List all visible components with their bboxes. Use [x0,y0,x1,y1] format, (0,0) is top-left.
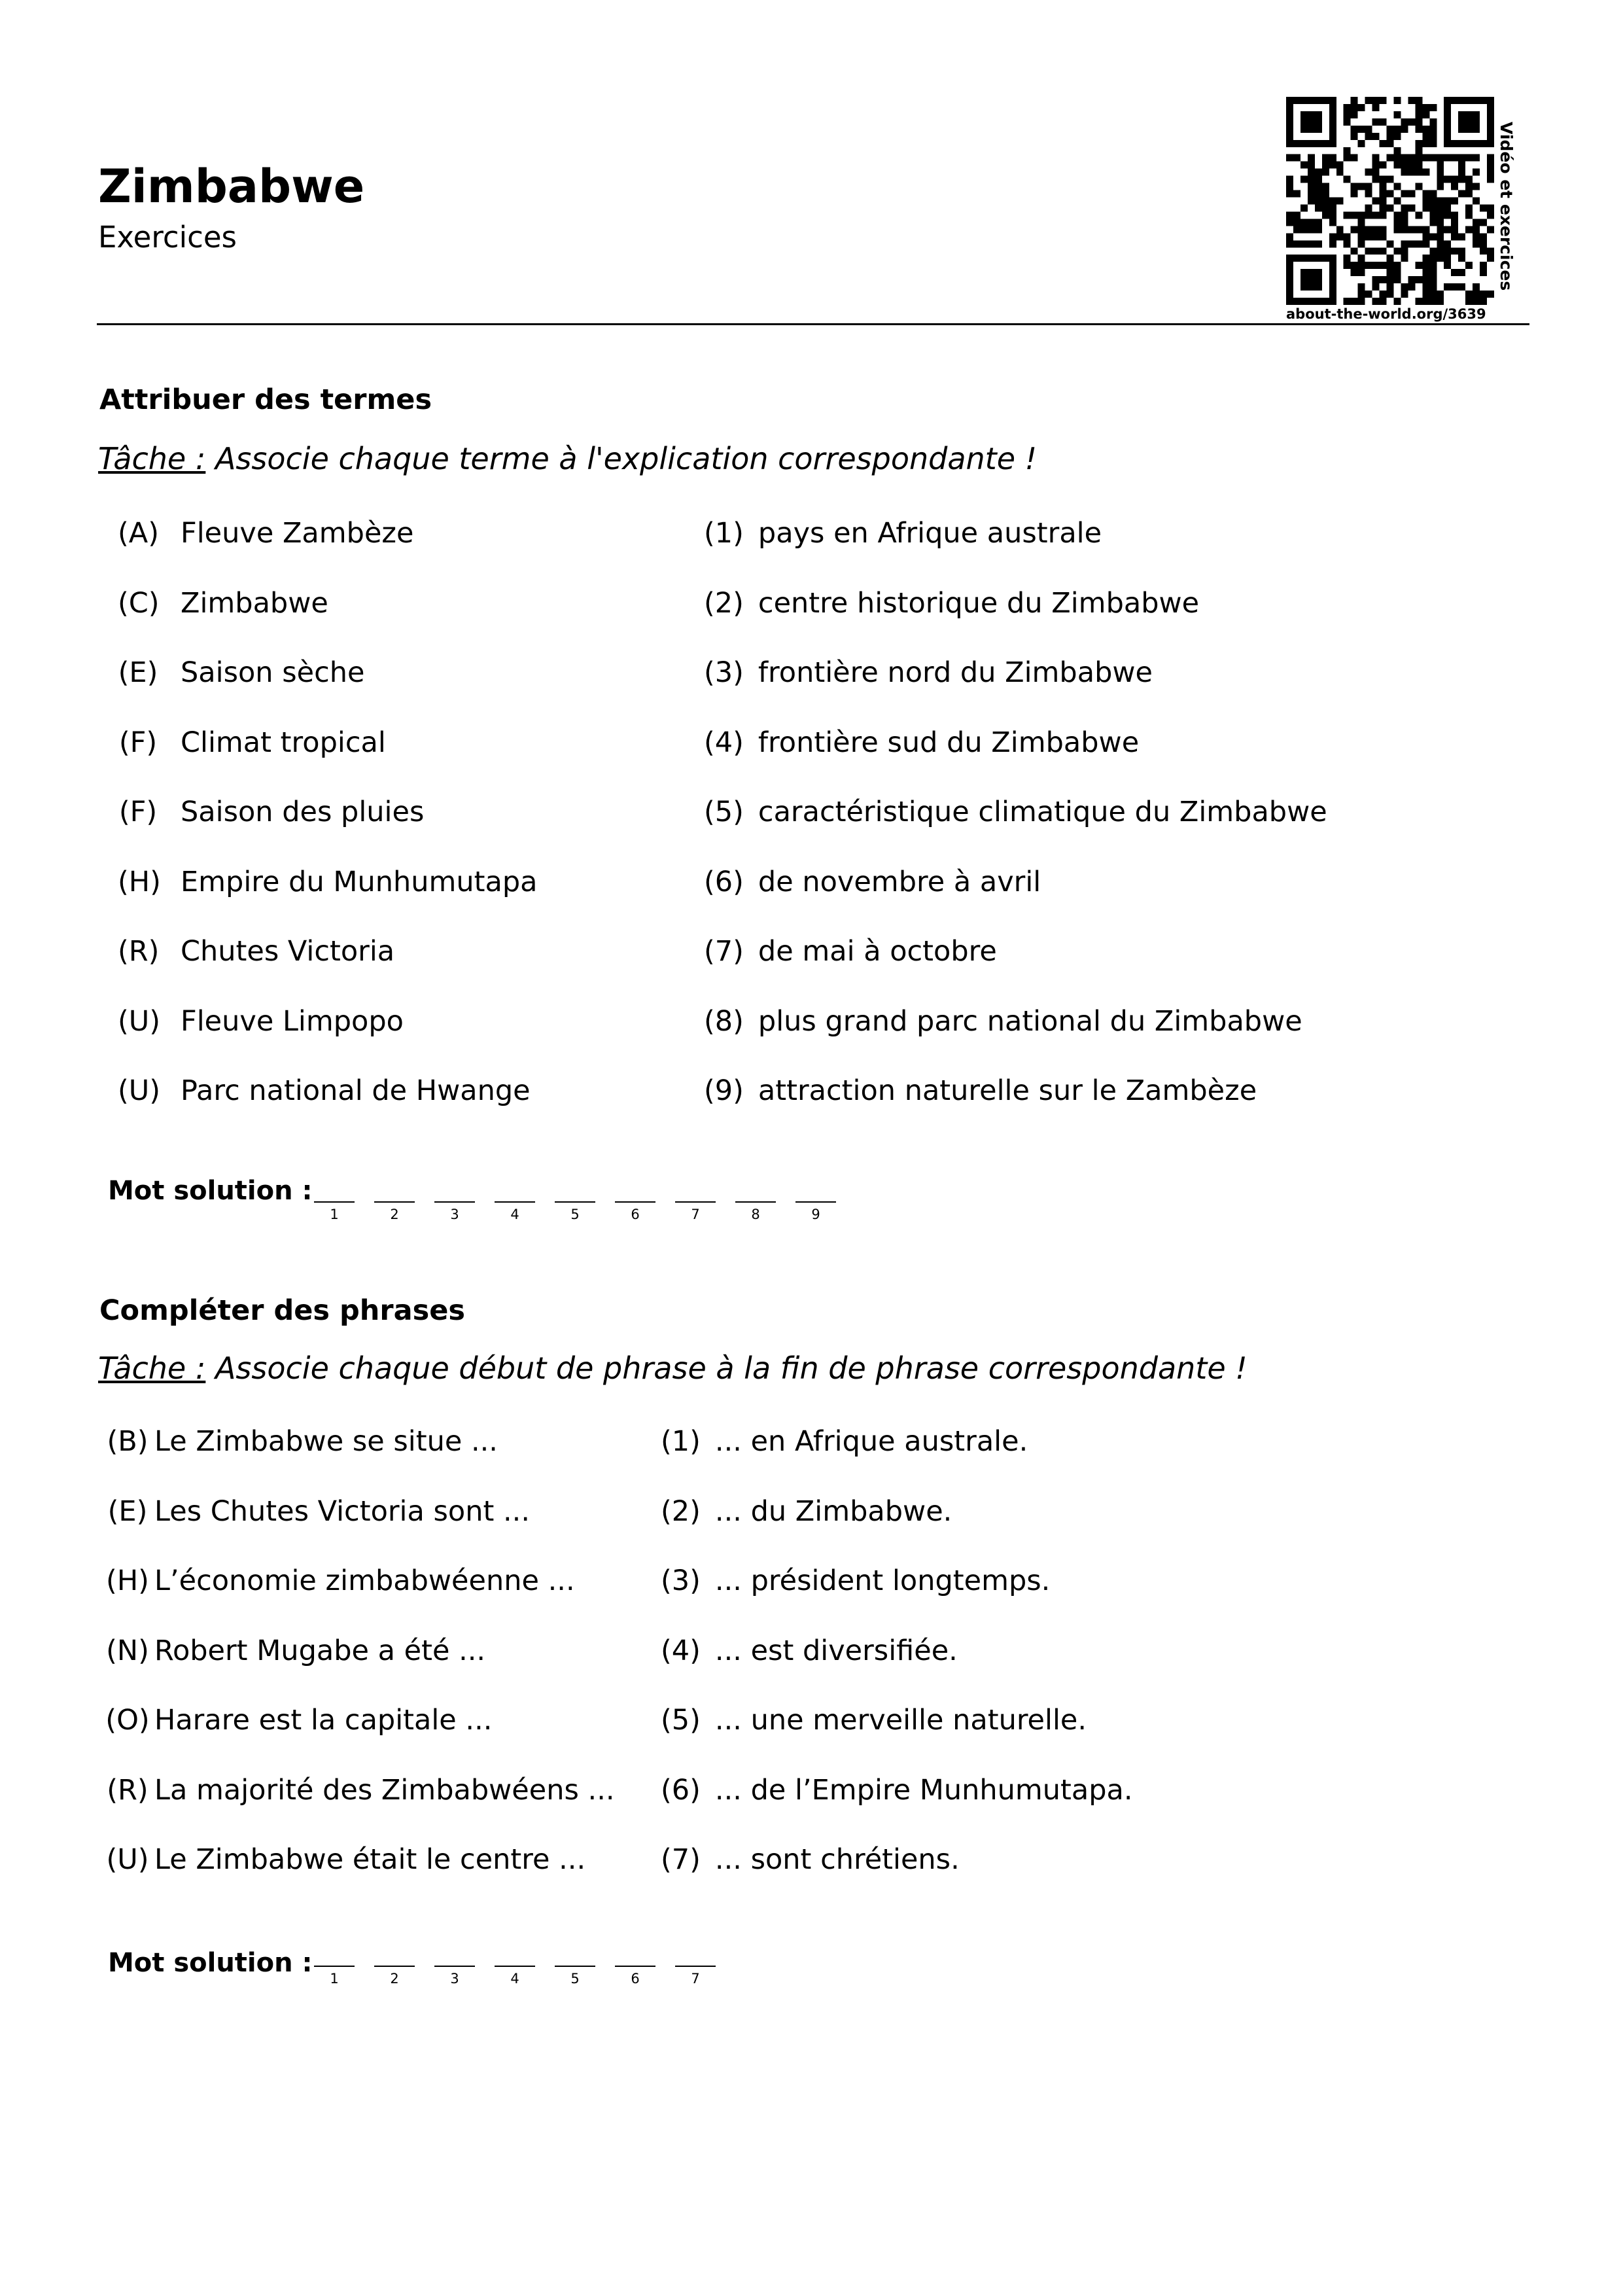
blank-line[interactable] [615,1966,655,1967]
definition-row [704,726,1140,759]
qr-code-icon[interactable] [1286,97,1494,305]
definition-text: ... est diversifiée. [714,1634,958,1667]
term-text: Fleuve Zambèze [181,517,414,550]
solution-blank[interactable] [615,1201,655,1222]
definition-row [704,865,1041,898]
term-row [118,726,386,759]
blank-number: 5 [570,1971,580,1987]
blank-line[interactable] [495,1201,535,1203]
blank-number: 6 [631,1971,640,1987]
solution-blank[interactable] [555,1201,595,1222]
term-text: Zimbabwe [181,586,328,620]
blank-number: 5 [570,1207,580,1222]
term-text: Les Chutes Victoria sont ... [154,1494,531,1528]
definition-number: (6) [661,1773,701,1807]
definition-row [661,1425,1028,1458]
term-row [105,1564,575,1597]
term-text: Fleuve Limpopo [181,1004,404,1038]
term-row [118,798,424,826]
term-text: La majorité des Zimbabwéens ... [154,1773,615,1807]
term-text: Harare est la capitale ... [154,1704,493,1737]
definition-row [661,1706,1087,1735]
definition-row [704,1074,1257,1107]
term-text: L’économie zimbabwéenne ... [154,1564,575,1597]
definition-number: (3) [661,1564,701,1597]
solution-blank[interactable] [314,1201,355,1222]
solution-blank[interactable] [495,1966,535,1986]
task-text: Associe chaque terme à l'explication correspondante ! [205,441,1038,476]
term-letter: (F) [118,726,158,759]
header-divider [97,323,1529,325]
term-letter: (F) [118,796,158,828]
solution-blank[interactable] [374,1201,415,1222]
term-row [118,517,414,550]
definition-text: ... en Afrique australe. [714,1425,1028,1458]
term-letter: (E) [107,1494,148,1528]
page-subtitle: Exercices [98,220,237,255]
solution-blank[interactable] [434,1966,475,1986]
definition-text: frontière sud du Zimbabwe [758,726,1140,759]
term-text: Le Zimbabwe se situe ... [154,1425,498,1458]
term-text: Robert Mugabe a été ... [154,1634,486,1667]
blank-line[interactable] [615,1201,655,1203]
term-letter: (R) [107,1773,148,1807]
blank-line[interactable] [434,1966,475,1967]
term-letter: (E) [118,656,158,689]
definition-row [661,1843,960,1876]
term-text: Saison sèche [181,656,365,689]
page-title: Zimbabwe [98,160,365,213]
term-letter: (H) [118,865,161,898]
definition-text: ... président longtemps. [714,1564,1051,1597]
blank-number: 7 [691,1971,700,1987]
blank-number: 4 [510,1207,519,1222]
definition-text: ... sont chrétiens. [714,1843,960,1876]
task-instruction [98,441,1038,476]
blank-line[interactable] [314,1201,355,1203]
term-row [118,656,365,689]
definition-text: caractéristique climatique du Zimbabwe [758,796,1327,828]
blank-line[interactable] [374,1201,415,1203]
definition-row [661,1494,952,1528]
solution-blank[interactable] [675,1201,716,1222]
task-instruction [98,1351,1248,1386]
definition-number: (4) [704,726,744,759]
blank-line[interactable] [675,1201,716,1203]
section-heading: Compléter des phrases [99,1294,465,1327]
definition-number: (2) [704,586,744,620]
blank-line[interactable] [735,1201,776,1203]
solution-label: Mot solution : [108,1176,313,1206]
solution-blank[interactable] [615,1966,655,1986]
definition-row [661,1564,1051,1597]
term-row [105,1843,586,1876]
term-row [105,1634,486,1667]
definition-text: frontière nord du Zimbabwe [758,656,1153,689]
term-letter: (B) [107,1425,148,1458]
definition-number: (5) [661,1704,701,1737]
term-row [118,1074,531,1107]
term-row [118,935,395,968]
term-text: Parc national de Hwange [181,1074,531,1107]
definition-number: (7) [704,935,744,968]
definition-number: (4) [661,1634,701,1667]
term-letter: (U) [106,1843,149,1876]
blank-number: 4 [510,1971,519,1987]
definition-number: (1) [661,1425,701,1458]
term-letter: (U) [118,1004,161,1038]
blank-number: 3 [450,1207,459,1222]
blank-number: 6 [631,1207,640,1222]
blank-number: 9 [811,1207,820,1222]
blank-line[interactable] [795,1201,836,1203]
solution-blank[interactable] [434,1201,475,1222]
term-text: Climat tropical [181,726,386,759]
definition-number: (3) [704,656,744,689]
section-heading: Attribuer des termes [99,383,432,416]
term-letter: (U) [118,1074,161,1107]
term-text: Le Zimbabwe était le centre ... [154,1843,586,1876]
term-letter: (A) [118,517,159,550]
definition-text: plus grand parc national du Zimbabwe [758,1004,1302,1038]
solution-blank[interactable] [314,1966,355,1986]
definition-text: centre historique du Zimbabwe [758,586,1200,620]
definition-text: ... de l’Empire Munhumutapa. [714,1773,1133,1807]
solution-blank[interactable] [675,1966,716,1986]
task-label: Tâche : [98,441,206,476]
blank-line[interactable] [675,1966,716,1967]
term-row [105,1425,498,1458]
definition-number: (6) [704,865,744,898]
blank-number: 3 [450,1971,459,1987]
blank-number: 2 [390,1971,399,1987]
blank-number: 1 [330,1971,339,1987]
solution-blank[interactable] [374,1966,415,1986]
qr-side-label: Vidéo et exercices [1497,122,1516,291]
term-row [105,1773,615,1807]
term-text: Chutes Victoria [181,935,395,968]
solution-label: Mot solution : [108,1948,313,1978]
term-letter: (C) [118,586,160,620]
definition-text: de mai à octobre [758,935,997,968]
definition-number: (1) [704,517,744,550]
task-label: Tâche : [98,1351,206,1386]
solution-blank[interactable] [555,1966,595,1986]
blank-number: 8 [751,1207,760,1222]
definition-row [704,517,1102,550]
term-row [118,865,538,898]
definition-row [661,1634,958,1667]
blank-line[interactable] [314,1966,355,1967]
solution-blank[interactable] [795,1201,836,1222]
blank-line[interactable] [495,1966,535,1967]
definition-row [704,935,997,968]
blank-line[interactable] [555,1201,595,1203]
term-text: Empire du Munhumutapa [181,865,538,898]
definition-text: ... une merveille naturelle. [714,1704,1087,1737]
definition-number: (8) [704,1004,744,1038]
definition-text: attraction naturelle sur le Zambèze [758,1074,1257,1107]
term-letter: (R) [118,935,160,968]
solution-blank[interactable] [495,1201,535,1222]
task-text: Associe chaque début de phrase à la fin de phrase correspondante ! [205,1351,1248,1386]
term-letter: (O) [105,1704,150,1737]
term-row [118,586,328,620]
term-text: Saison des pluies [181,796,425,828]
term-letter: (H) [106,1564,149,1597]
definition-text: ... du Zimbabwe. [714,1494,952,1528]
blank-number: 2 [390,1207,399,1222]
definition-row [661,1773,1133,1807]
definition-text: pays en Afrique australe [758,517,1102,550]
blank-line[interactable] [374,1966,415,1967]
definition-row [704,586,1200,620]
term-row [105,1706,492,1735]
blank-number: 1 [330,1207,339,1222]
definition-row [704,656,1153,689]
definition-row [704,798,1327,826]
definition-number: (2) [661,1494,701,1528]
term-letter: (N) [106,1634,149,1667]
definition-number: (5) [704,796,744,828]
blank-line[interactable] [555,1966,595,1967]
definition-number: (9) [704,1074,744,1107]
term-row [118,1004,404,1038]
term-row [105,1494,531,1528]
definition-text: de novembre à avril [758,865,1041,898]
solution-blank[interactable] [735,1201,776,1222]
definition-number: (7) [661,1843,701,1876]
blank-line[interactable] [434,1201,475,1203]
blank-number: 7 [691,1207,700,1222]
qr-caption: about-the-world.org/3639 [1286,306,1486,322]
definition-row [704,1004,1302,1038]
